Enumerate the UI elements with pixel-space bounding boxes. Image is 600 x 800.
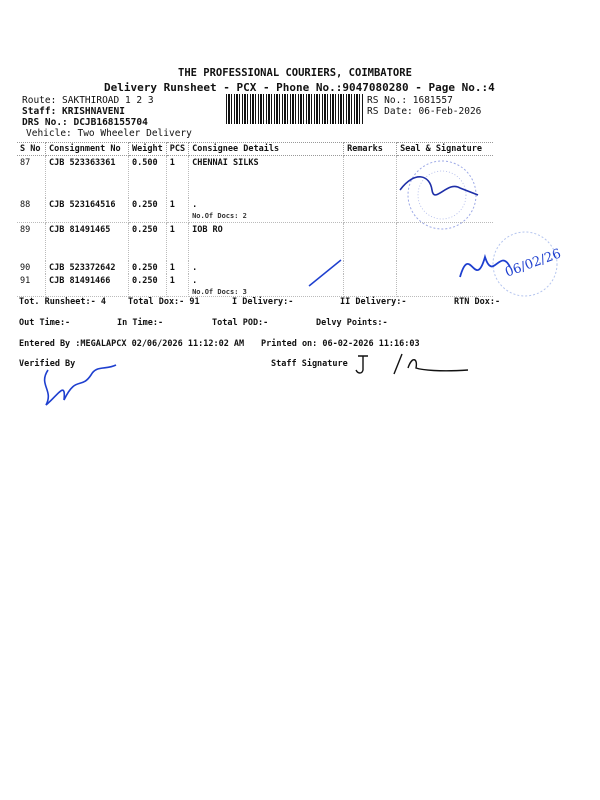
cell-consignee (189, 198, 344, 223)
ii-delivery: II Delivery:- (340, 297, 407, 307)
rs-date: RS Date: 06-Feb-2026 (367, 106, 482, 117)
cell-remarks (344, 261, 397, 274)
cell-weight: 0.250 (129, 274, 167, 297)
cell-sno: 88 (17, 198, 46, 223)
col-remarks: Remarks (344, 143, 397, 156)
cell-pcs: 1 (166, 198, 188, 223)
docs-count: No.Of Docs: 3 (192, 288, 247, 296)
cell-consignment: CJB 81491466 (46, 274, 129, 297)
staff: Staff: KRISHNAVENI (22, 106, 125, 117)
cell-sno: 89 (17, 223, 46, 262)
cell-pcs: 1 (166, 261, 188, 274)
cell-sno: 90 (17, 261, 46, 274)
total-pod: Total POD:- (212, 318, 269, 328)
printed-on: Printed on: 06-02-2026 11:16:03 (261, 339, 420, 349)
staff-signature-label: Staff Signature (271, 359, 348, 369)
cell-consignment: CJB 523372642 (46, 261, 129, 274)
table-row (17, 261, 493, 274)
cell-remarks (344, 156, 397, 199)
signature-mark (305, 256, 345, 290)
rs-number: RS No.: 1681557 (367, 95, 453, 106)
barcode (226, 94, 364, 124)
staff-signature (350, 350, 475, 378)
cell-pcs: 1 (166, 223, 188, 262)
cell-sno: 87 (17, 156, 46, 199)
cell-consignment: CJB 81491465 (46, 223, 129, 262)
cell-remarks (344, 274, 397, 297)
verified-by: Verified By (19, 359, 76, 369)
drs-number: DRS No.: DCJB168155704 (22, 117, 148, 128)
cell-remarks (344, 223, 397, 262)
i-delivery: I Delivery:- (232, 297, 294, 307)
table-row (17, 274, 493, 297)
total-dox: Total Dox:- 91 (128, 297, 200, 307)
delvy-points: Delvy Points:- (316, 318, 388, 328)
out-time: Out Time:- (19, 318, 71, 328)
entered-by: Entered By :MEGALAPCX 02/06/2026 11:12:02 AM (19, 339, 245, 349)
col-pcs: PCS (166, 143, 188, 156)
docs-count: No.Of Docs: 2 (192, 212, 247, 220)
vehicle: Vehicle: Two Wheeler Delivery (26, 128, 192, 139)
consignee-text: . (192, 200, 198, 210)
col-consignee: Consignee Details (189, 143, 344, 156)
cell-pcs: 1 (166, 274, 188, 297)
cell-weight: 0.250 (129, 261, 167, 274)
cell-consignee: . (189, 261, 344, 274)
total-runsheet: Tot. Runsheet:- 4 (19, 297, 106, 307)
cell-consignee: IOB RO (189, 223, 344, 262)
page-subtitle: Delivery Runsheet - PCX - Phone No.:9047080280 - Page No.:4 (104, 81, 495, 94)
cell-weight: 0.250 (129, 223, 167, 262)
cell-consignee: CHENNAI SILKS (189, 156, 344, 199)
cell-remarks (344, 198, 397, 223)
rtn-dox: RTN Dox:- (454, 297, 501, 307)
verified-signature (36, 355, 121, 415)
handwritten-date: 06/02/26 (503, 246, 564, 281)
col-seal: Seal & Signature (397, 143, 494, 156)
cell-consignment: CJB 523164516 (46, 198, 129, 223)
col-weight: Weight (129, 143, 167, 156)
in-time: In Time:- (117, 318, 164, 328)
col-sno: S No (17, 143, 46, 156)
page-title: THE PROFESSIONAL COURIERS, COIMBATORE (178, 67, 412, 79)
cell-pcs: 1 (166, 156, 188, 199)
route: Route: SAKTHIROAD 1 2 3 (22, 95, 154, 106)
cell-sno: 91 (17, 274, 46, 297)
col-consignment: Consignment No (46, 143, 129, 156)
cell-consignment: CJB 523363361 (46, 156, 129, 199)
cell-weight: 0.250 (129, 198, 167, 223)
cell-weight: 0.500 (129, 156, 167, 199)
consignee-text: . (192, 276, 198, 286)
